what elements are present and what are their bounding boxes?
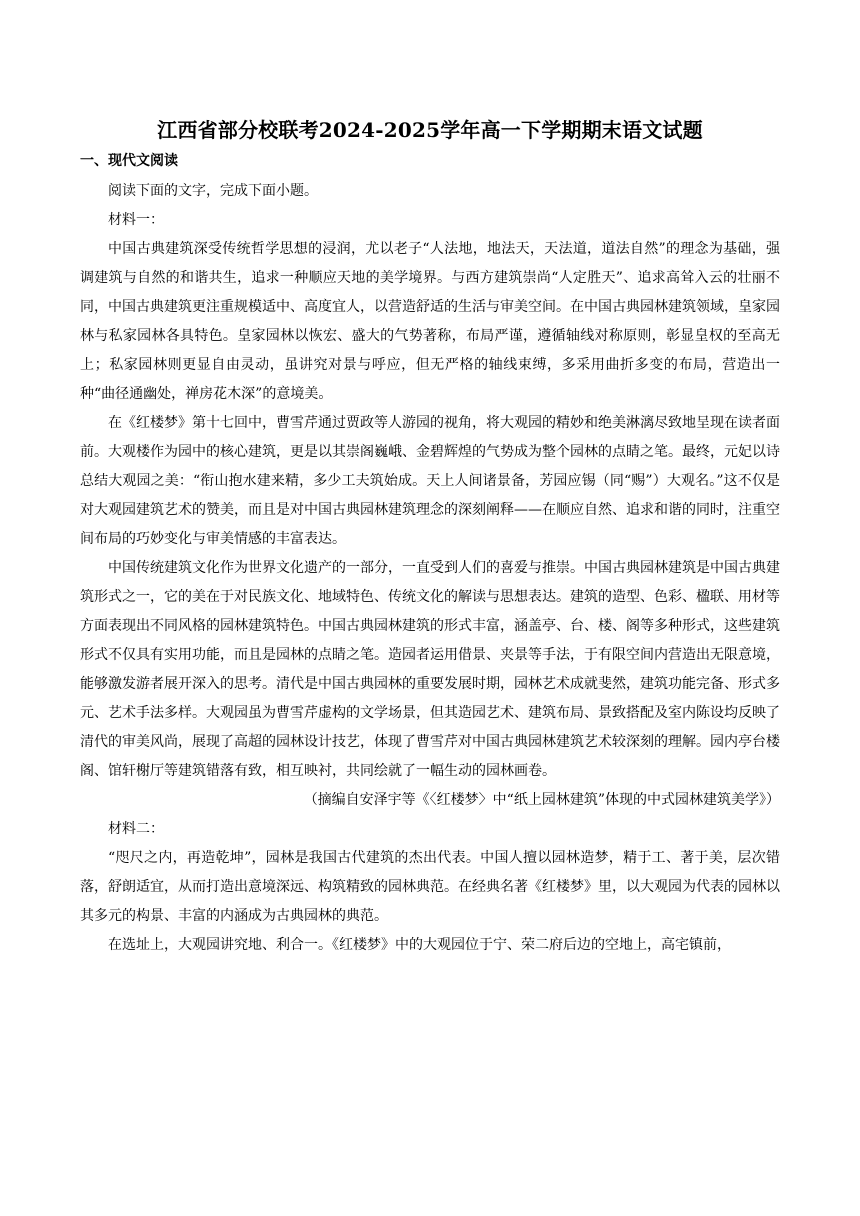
document-body [80,177,780,960]
material1-label: 材料一： [108,212,164,228]
page-title: 江西省部分校联考2024-2025学年高一下学期期末语文试题 [157,118,703,142]
instruction-text: 阅读下面的文字，完成下面小题。 [108,183,318,199]
section-heading: 一、现代文阅读 [80,153,178,169]
material2-label: 材料二： [108,821,164,837]
material1-paragraph-2: 在《红楼梦》第十七回中，曹雪芹通过贾政等人游园的视角，将大观园的精妙和绝美淋漓尽致地呈现在读者面前。大观楼作为园中的核心建筑，更是以其崇阁巍峨、金碧辉煌的气势成为整个园林的点睛之笔。最终，元妃以诗总结大观园之美：“衔山抱水建来精，多少工夫筑始成。天上人间诸景备，芳园应锡（同“赐”）大观名。”这不仅是对大观园建筑艺术的赞美，而且是对中国古典园林建筑理念的深刻阐释——在顺应自然、追求和谐的同时，注重空间布局的巧妙变化与审美情感的丰富表达。 [80,415,780,547]
material1-source: （摘编自安泽宇等《〈红楼梦〉中“纸上园林建筑”体现的中式园林建筑美学》） [303,792,780,808]
material2-paragraph-2: 在选址上，大观园讲究地、利合一。《红楼梦》中的大观园位于宁、荣二府后边的空地上，高宅镇前， [108,937,731,953]
material1-paragraph-1: 中国古典建筑深受传统哲学思想的浸润，尤以老子“人法地，地法天，天法道，道法自然”的理念为基础，强调建筑与自然的和谐共生，追求一种顺应天地的美学境界。与西方建筑崇尚“人定胜天”、追求高耸入云的壮丽不同，中国古典建筑更注重规模适中、高度宜人，以营造舒适的生活与审美空间。在中国古典园林建筑领域，皇家园林与私家园林各具特色。皇家园林以恢宏、盛大的气势著称，布局严谨，遵循轴线对称原则，彰显皇权的至高无上；私家园林则更显自由灵动，虽讲究对景与呼应，但无严格的轴线束缚，多采用曲折多变的布局，营造出一种“曲径通幽处，禅房花木深”的意境美。 [80,241,780,402]
material2-paragraph-1: “咫尺之内，再造乾坤”，园林是我国古代建筑的杰出代表。中国人擅以园林造梦，精于工、著于美，层次错落，舒朗适宜，从而打造出意境深远、构筑精致的园林典范。在经典名著《红楼梦》里，以大观园为代表的园林以其多元的构景、丰富的内涵成为古典园林的典范。 [80,850,780,924]
material1-paragraph-3: 中国传统建筑文化作为世界文化遗产的一部分，一直受到人们的喜爱与推崇。中国古典园林建筑是中国古典建筑形式之一，它的美在于对民族文化、地域特色、传统文化的解读与思想表达。建筑的造型、色彩、楹联、用材等方面表现出不同风格的园林建筑特色。中国古典园林建筑的形式丰富，涵盖亭、台、楼、阁等多种形式，这些建筑形式不仅具有实用功能，而且是园林的点睛之笔。造园者运用借景、夹景等手法，于有限空间内营造出无限意境，能够激发游者展开深入的思考。清代是中国古典园林的重要发展时期，园林艺术成就斐然，建筑功能完备、形式多元、艺术手法多样。大观园虽为曹雪芹虚构的文学场景，但其造园艺术、建筑布局、景致搭配及室内陈设均反映了清代的审美风尚，展现了高超的园林设计技艺，体现了曹雪芹对中国古典园林建筑艺术较深刻的理解。园内亭台楼阁、馆轩榭厅等建筑错落有致，相互映衬，共同绘就了一幅生动的园林画卷。 [80,560,780,779]
